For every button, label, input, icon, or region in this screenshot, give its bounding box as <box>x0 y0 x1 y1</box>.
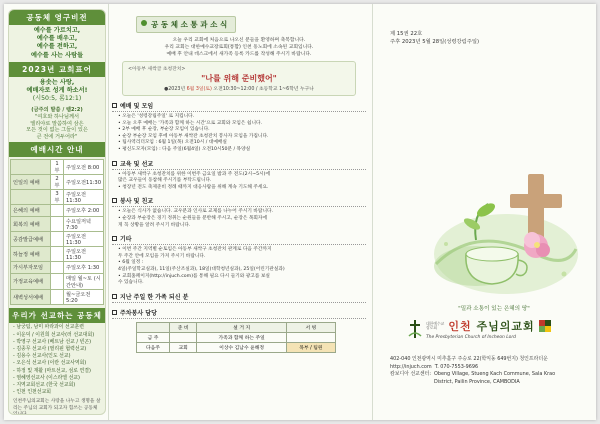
church-footnote: 인천주님의교회는 사랑을 나누고 생명을 살리는 주님의 교회가 되고자 힘쓰는 공동체입니다. <box>13 399 101 415</box>
news-panel <box>112 12 366 414</box>
mission-item: - 오은석 선교사 (이란 선교사역회) <box>13 360 87 367</box>
duty-row: 금 주 가족과 함께 하는 주일 <box>137 332 336 342</box>
section-line: • 아동부 새싹구 초청잔치를 위한 이번주 금요일 밤과 주 전도(2시~5시)에 <box>118 171 270 177</box>
church-name: 인천 주님의교회 <box>448 320 535 333</box>
left-panel <box>8 9 106 415</box>
missions-list <box>9 323 105 397</box>
church-logo: 대한예수교 장로회 인천 주님의교회 The Presbyterian Church of Incheon Lord <box>408 318 551 340</box>
mission-item: - 염혜영선교사 (이스라엘 선교) <box>13 374 80 381</box>
schedule-row: 회복의 예배 수요일저녁 7:30 <box>11 217 104 232</box>
church-name-english: The Presbyterian Church of Incheon Lord <box>426 335 516 340</box>
schedule-row: 새벽성서예배 월~금오전 5:20 <box>11 290 104 305</box>
news-section <box>112 292 366 303</box>
section-line: • 이번 주간 지역별 순토임은 아동부 새싹구 초청잔치 관계로 다음 주간까지 <box>118 247 272 253</box>
duty-header-cell: 설 거 지 <box>197 322 286 332</box>
church-emblem-icon <box>408 320 422 338</box>
website-link[interactable]: http://injuch.com <box>390 363 432 370</box>
checkbox-icon <box>112 236 117 241</box>
logo-badge-icon <box>539 320 551 332</box>
mission-item: - 남궁팀, 남미 파라과이 선교훈련 <box>13 324 84 331</box>
phone: T. 070-7553-9696 <box>434 363 479 370</box>
event-banner <box>122 61 356 96</box>
vision-heading: 공동체 영구비전 <box>9 10 105 25</box>
event-label: <아동부 새싹글 초청잔치> <box>128 67 186 72</box>
checkbox-icon <box>112 198 117 203</box>
section-line: • 팀사역리더모임 : 6월 1일(목) 오전10시 / 대예배실 <box>118 140 227 146</box>
section-line: • 청장년 전도 축제준비 정례 때까지 대응사람을 위해 계속 기도해 주세요. <box>118 184 269 190</box>
weekly-verse: (금주의 말씀 / 렘2:2) "여호와 하나님께서 엘리야로 말씀하여 삼은 모든 것이 없는 그들이 있은 큰 전에 거두어라" <box>26 107 88 140</box>
mission-item: - 박영구 선교사 (베트남 선교 / 빈곤) <box>13 338 91 345</box>
schedule-row: 인일의 예배 2부 주일오전11:30 <box>11 175 104 190</box>
section-line: 많은 교우들이 동참해 주시기를 부탁드립니다. <box>118 178 212 184</box>
section-line: • 6월 일정 : <box>118 260 144 266</box>
bulletin-number: 제 15권 22호 <box>390 31 423 37</box>
duty-row: 다음주 교회 이상수 김남수 윤해정 목부 / 팀원 <box>137 342 336 352</box>
bullet-icon <box>141 20 147 26</box>
schedule-row: 3부 주일오전 11:30 <box>11 190 104 205</box>
checkbox-icon <box>112 161 117 166</box>
section-line: • 교회홈페이지(http://injuch.com)를 통해 필요 다시 들기와 광고를 보실 <box>118 273 270 279</box>
section-title: 봉사 및 친교 <box>120 198 154 206</box>
news-section <box>112 196 366 229</box>
section-line: 두 주간 안에 모임을 가져 주시기 바랍니다. <box>118 253 206 259</box>
welcome-intro: 오늘 우리 교회에 처음으로 나오신 분들을 환영하며 축복합니다. 우리 교회는 대한예수교장로회(통합) 인천 동노회에 소속된 교회입니다. 예배 후 안내 데스크에서 새가족 등록 카드를 작성해 주시기 바랍니다. <box>164 38 314 57</box>
missions-heading: 우리가 선교하는 공동체 <box>9 308 105 323</box>
schedule-row: 가시부자모임 주일오후 1:30 <box>11 262 104 274</box>
event-title: "나를 위해 준비했어" <box>201 73 277 83</box>
worship-schedule-table <box>10 159 104 305</box>
section-title: 지난 주일 한 가족 되신 분 <box>120 293 189 301</box>
vision-text: 예수를 가르치고, 예수를 배우고, 예수를 전하고, 예수를 사는 사람들 <box>30 27 84 59</box>
mission-item: - 김용수 선교사(인도 선교) <box>13 353 71 360</box>
mission-item: - 지역교회선교 (한국 선교회) <box>13 382 76 389</box>
theme-heading: 2023년 교회표어 <box>9 62 105 77</box>
schedule-row: 공감발급예배 주일오전 11:30 <box>11 232 104 247</box>
event-info: ●2023년 6월 3일(토) 오전10:30~12:00 / 초등학교 1~6학년 누구나 <box>164 87 314 92</box>
schedule-row: 하늘정 예배 주일오전 11:30 <box>11 247 104 262</box>
section-title: 교육 및 선교 <box>120 160 154 168</box>
section-line: • 2부 예배 후 순장, 부순장 모임이 있습니다. <box>118 127 210 133</box>
duty-table <box>136 322 336 353</box>
bulletin-info <box>390 30 479 46</box>
section-line: • 순장 부순장 모임 후에 아동부 새싹잔 초청잔치 봉사자 모임을 가집니다. <box>118 133 269 139</box>
section-line: • 오늘 오후 예배는 '가족과 함께 하는 시간'으로 교회와 모임은 쉽니다. <box>118 120 262 126</box>
section-line: • 오늘은 '성령강림주일' 로 지킵니다. <box>118 114 195 119</box>
section-line: • 오늘은 식사가 없습니다. 교우분과 인사로 교제를 나누어 주시기 바랍니다. <box>118 209 274 215</box>
news-section <box>112 101 366 154</box>
checkbox-icon <box>112 103 117 108</box>
news-section <box>112 234 366 287</box>
fold-line <box>372 4 373 420</box>
bulletin-date: 주후 2023년 5월 28일(성령강림주일) <box>390 39 480 45</box>
cover-panel <box>376 4 592 420</box>
fold-line <box>108 4 109 420</box>
mission-item: - 인천 인천선교회 <box>13 389 51 396</box>
cover-illustration <box>416 154 586 304</box>
section-title: 기타 <box>120 236 132 244</box>
section-line: • 순장과 부순장은 경기 정취는 순원들을 분반해 주시고, 순장은 목회자에 <box>118 215 267 221</box>
contact-info: 402-040 인천광역시 미추홀구 주승로 22(학익동 649번지) 청인프라더운 http://injuch.com T. 070-7553-9696 캄보디아 선교센터: Obeng Village, Stueng Kach Commune, Sala Krao District, Pailin Province, CAMBODIA <box>390 356 588 386</box>
mission-item: - 이운덕 / 이원희 선교사(러 선교대회) <box>13 331 95 338</box>
schedule-row: 은혜의 예배 주일오후 2:00 <box>11 205 104 217</box>
news-sections <box>112 101 366 303</box>
news-title: 공 동 체 소 통 과 소 식 <box>136 16 236 33</box>
schedule-row: 1부 주일오전 8:00 <box>11 160 104 175</box>
theme-text: 용솟는 사랑, 예배자로 성게 하소서! (시50:5, 롬12:1) <box>26 78 88 103</box>
section-line: • 평신도모자(모임) : 다음 주일(6월4일) 오전10시50분 / 목양실 <box>118 146 251 152</box>
mission-item: - 김종무 선교사 (필리핀 협력선교) <box>13 346 87 352</box>
checkbox-icon <box>112 294 117 299</box>
section-line: 수 있습니다. <box>118 280 144 286</box>
section-line: 4일(주일학교실과), 11일(주산조실과), 18일(대학청년실과), 25일(어린기관실과) <box>118 266 285 272</box>
duty-header-cell <box>137 322 170 332</box>
news-section <box>112 159 366 192</box>
tagline: "밀과 소통이 있는 은혜의 땅" <box>458 306 530 312</box>
schedule-heading: 예배시간 안내 <box>9 142 105 157</box>
bulletin-sheet <box>4 4 596 420</box>
schedule-row: 가정교육예배 매일 월~토 (시간안내) <box>11 274 104 290</box>
section-line: 게 꼭 상황을 알려 주시기 바랍니다. <box>118 222 191 228</box>
checkbox-icon <box>112 310 117 315</box>
duty-header-cell: 서 빙 <box>286 322 335 332</box>
duty-header-cell: 준 비 <box>169 322 197 332</box>
address: 402-040 인천광역시 미추홀구 주승로 22(학익동 649번지) 청인프라더운 <box>390 356 548 362</box>
duty-section: 주차봉사 담당 준 비 설 거 지 서 빙 금 주 가족과 함께 하는 주일 다음주 교회 이상수 김남수 윤해정 목부 / 팀원 <box>112 308 366 353</box>
mission-item: - 하정 및 재활 (마트선교, 섬로 연결) <box>13 367 91 374</box>
section-title: 예배 및 모임 <box>120 103 154 110</box>
